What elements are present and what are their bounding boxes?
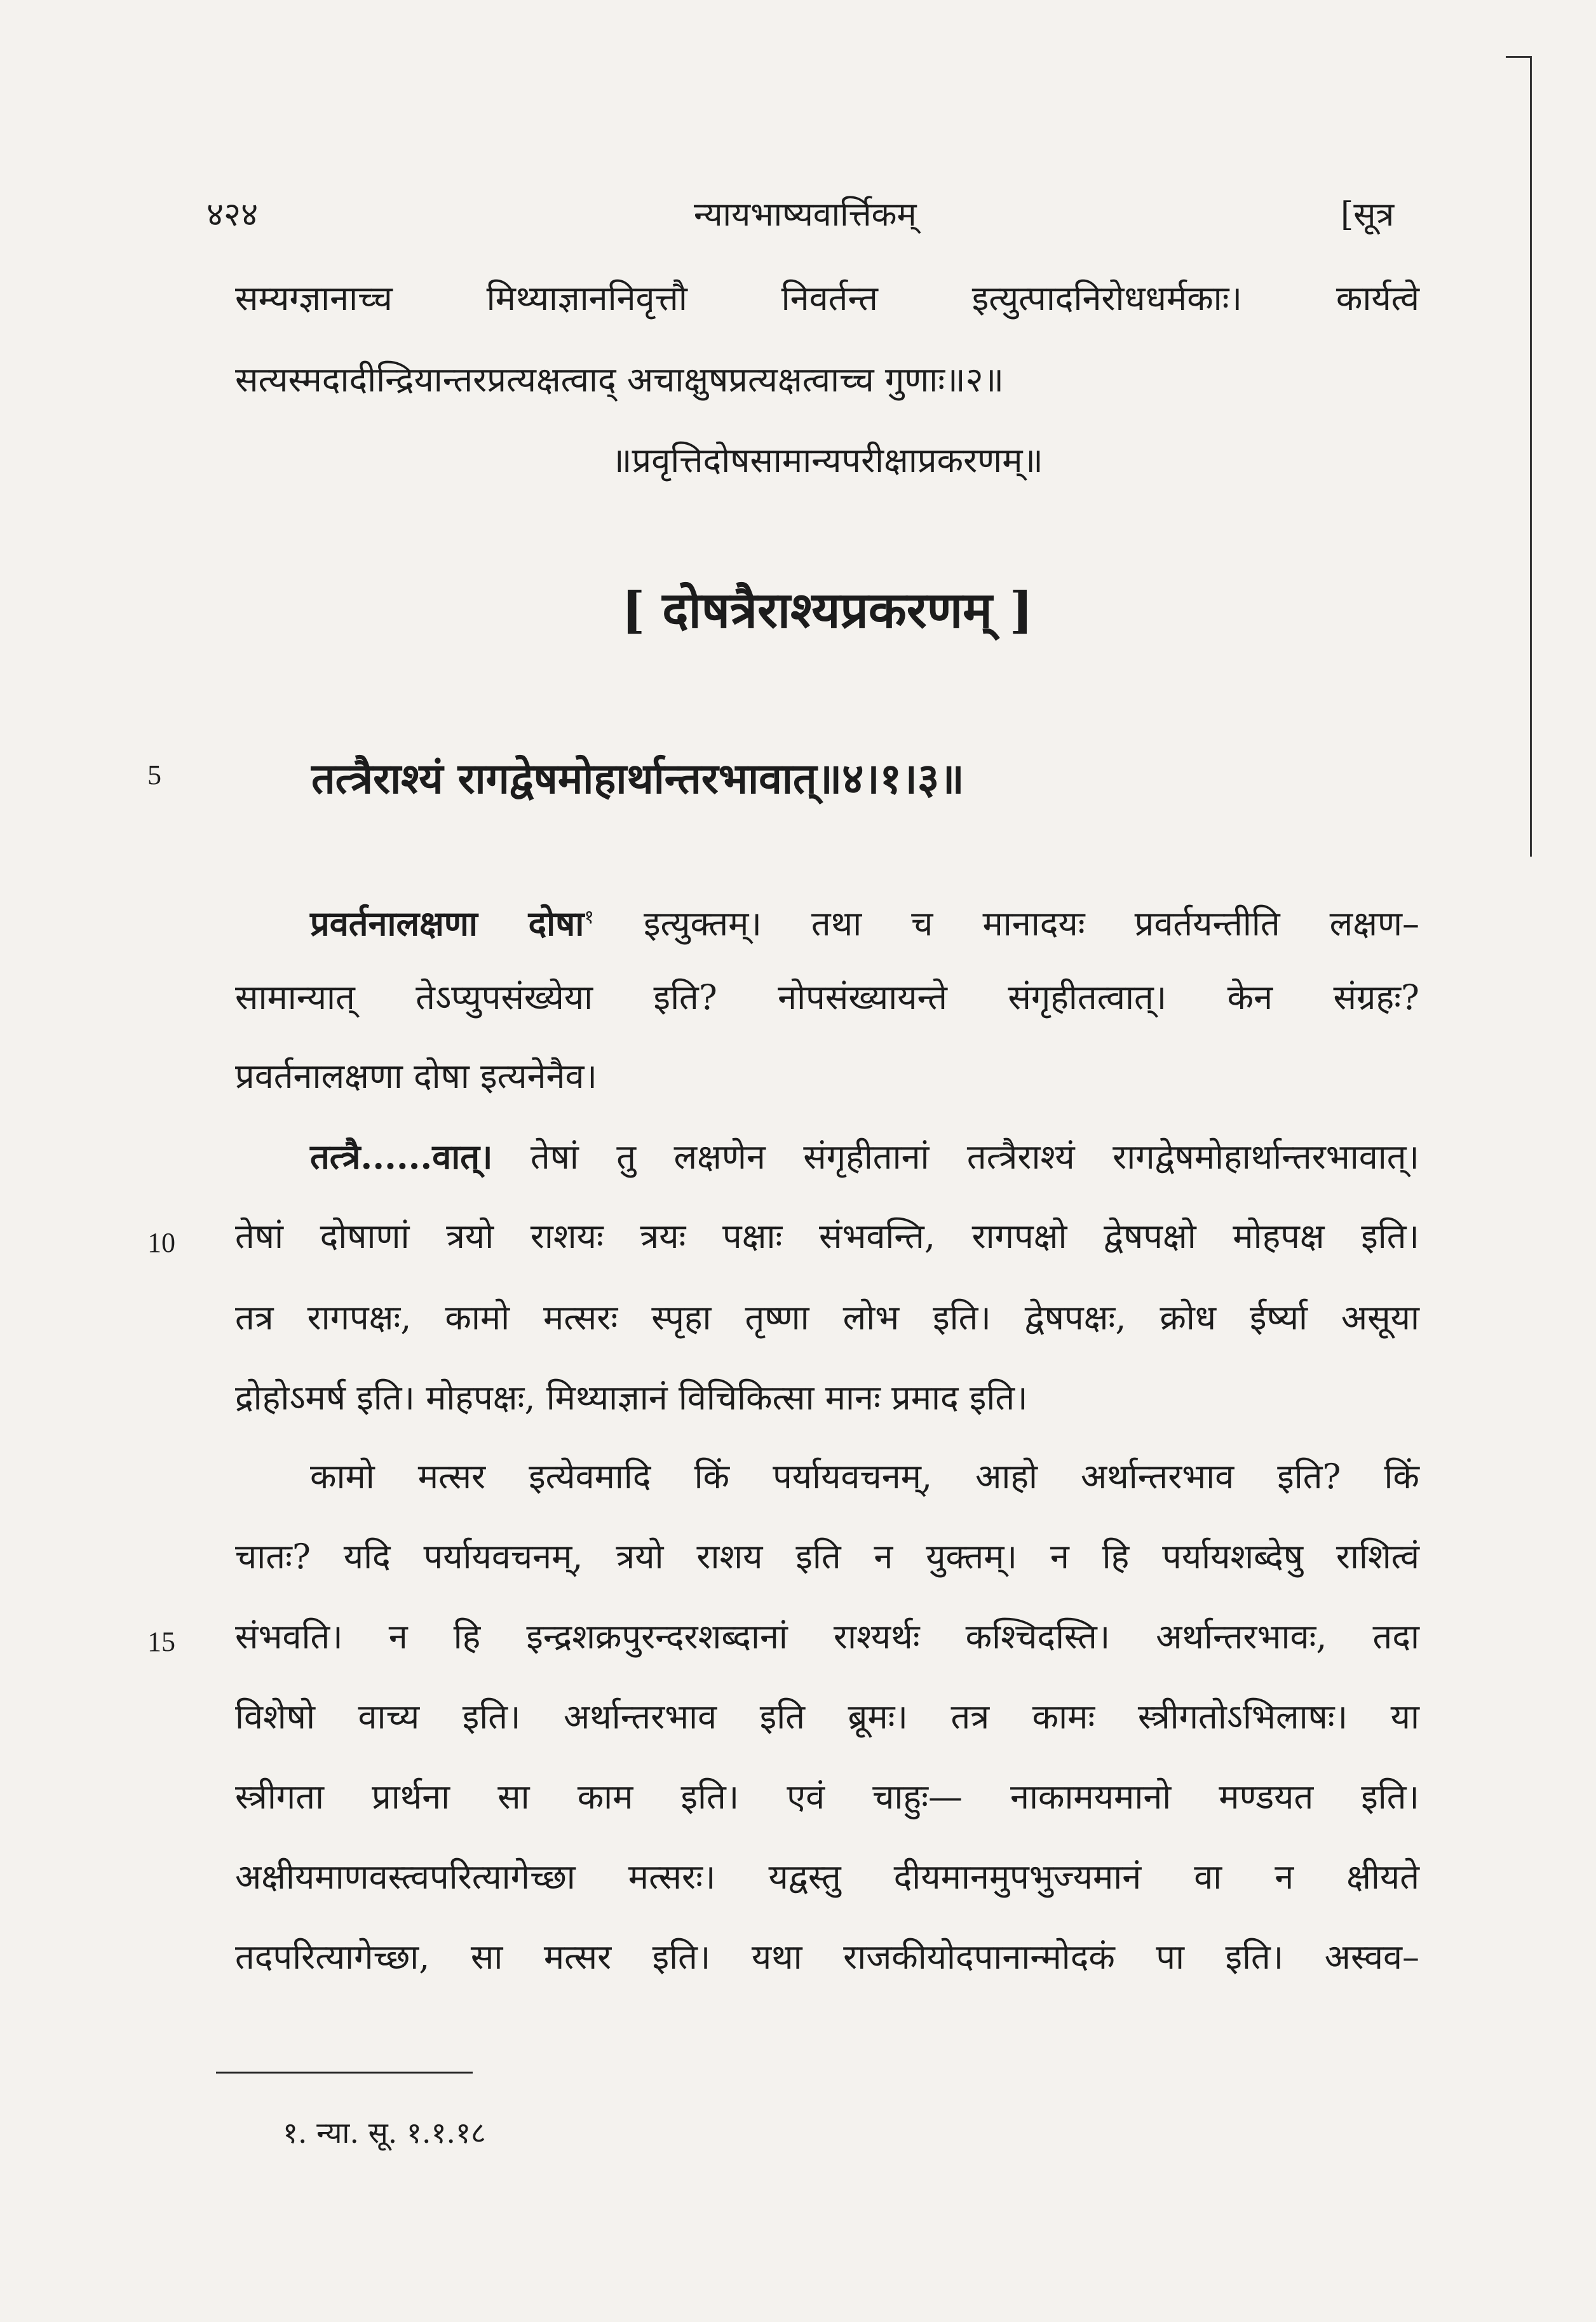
section-heading: [ दोषत्रैराश्यप्रकरणम् ]: [621, 581, 1033, 639]
binding-edge-line: [1530, 56, 1532, 857]
line-number-5: 5: [147, 759, 161, 791]
sutra: तत्त्रैराश्यं रागद्वेषमोहार्थान्तरभावात्॥४।१।३॥: [311, 754, 964, 803]
line-number-10: 10: [147, 1227, 175, 1258]
para1-line-3: प्रवर्तनालक्षणा दोषा इत्यनेनैव।: [235, 1056, 597, 1096]
para1-line-2: सामान्यात् तेऽप्युपसंख्येया इति? नोपसंख्यायन्ते संगृहीतत्वात्। केन संग्रहः?: [235, 977, 1419, 1017]
para1-line-1-text: इत्युक्तम्। तथा च मानादयः प्रवर्तयन्तीति लक्षण–: [593, 904, 1419, 944]
para2-line-4: द्रोहोऽमर्ष इति। मोहपक्षः, मिथ्याज्ञानं विचिकित्सा मानः प्रमाद इति।: [235, 1378, 1028, 1418]
para2-lemma: तत्त्रै......वात्।: [310, 1136, 493, 1177]
para3-line-4: विशेषो वाच्य इति। अर्थान्तरभाव इति ब्रूमः। तत्र कामः स्त्रीगतोऽभिलाषः। या: [235, 1697, 1419, 1737]
para3-line-3: संभवति। न हि इन्द्रशक्रपुरन्दरशब्दानां राश्यर्थः कश्चिदस्ति। अर्थान्तरभावः, तदा: [235, 1617, 1419, 1657]
page-number: ४२४: [206, 196, 259, 234]
para1-lemma: प्रवर्तनालक्षणा दोषा: [310, 903, 585, 944]
carry-line-1: सम्यग्ज्ञानाच्च मिथ्याज्ञाननिवृत्तौ निवर्तन्त इत्युत्पादनिरोधधर्मकाः। कार्यत्वे: [235, 278, 1419, 318]
para3-line-2: चातः? यदि पर्यायवचनम्, त्रयो राशय इति न युक्तम्। न हि पर्यायशब्देषु राशित्वं: [235, 1537, 1419, 1577]
para3-line-7: तदपरित्यागेच्छा, सा मत्सर इति। यथा राजकीयोदपानान्मोदकं पा इति। अस्वव–: [235, 1937, 1419, 1977]
running-title: न्यायभाष्यवार्त्तिकम्: [694, 196, 917, 234]
para2-line-3: तत्र रागपक्षः, कामो मत्सरः स्पृहा तृष्णा लोभ इति। द्वेषपक्षः, क्रोध ईर्ष्या असूया: [235, 1298, 1419, 1338]
binding-edge-top: [1506, 56, 1531, 58]
para2-line-1: [235, 1137, 1419, 1176]
para3-line-5: स्त्रीगता प्रार्थना सा काम इति। एवं चाहुः— नाकामयमानो मण्डयत इति।: [235, 1777, 1419, 1817]
para3-line-6: अक्षीयमाणवस्त्वपरित्यागेच्छा मत्सरः। यद्वस्तु दीयमानमुपभुज्यमानं वा न क्षीयते: [235, 1857, 1419, 1897]
carry-line-2: सत्यस्मदादीन्द्रियान्तरप्रत्यक्षत्वाद् अचाक्षुषप्रत्यक्षत्वाच्च गुणाः॥२॥: [235, 360, 1004, 400]
para3-line-1: कामो मत्सर इत्येवमादि किं पर्यायवचनम्, आहो अर्थान्तरभाव इति? किं: [310, 1456, 1419, 1497]
prakarana-end: ॥प्रवृत्तिदोषसामान्यपरीक्षाप्रकरणम्॥: [611, 440, 1043, 480]
para1-line-1: [235, 899, 1419, 943]
line-number-15: 15: [147, 1626, 175, 1657]
para2-line-2: तेषां दोषाणां त्रयो राशयः त्रयः पक्षाः संभवन्ति, रागपक्षो द्वेषपक्षो मोहपक्ष इति।: [235, 1216, 1419, 1256]
para2-line-1-text: तेषां तु लक्षणेन संगृहीतानां तत्त्रैराश्यं रागद्वेषमोहार्थान्तरभावात्।: [492, 1137, 1419, 1177]
footnote-rule: [216, 2072, 473, 2074]
footnote-ref: १: [584, 906, 594, 928]
footnote: १. न्या. सू. १.१.१८: [283, 2115, 486, 2150]
section-mark: [सूत्र: [1341, 196, 1395, 234]
